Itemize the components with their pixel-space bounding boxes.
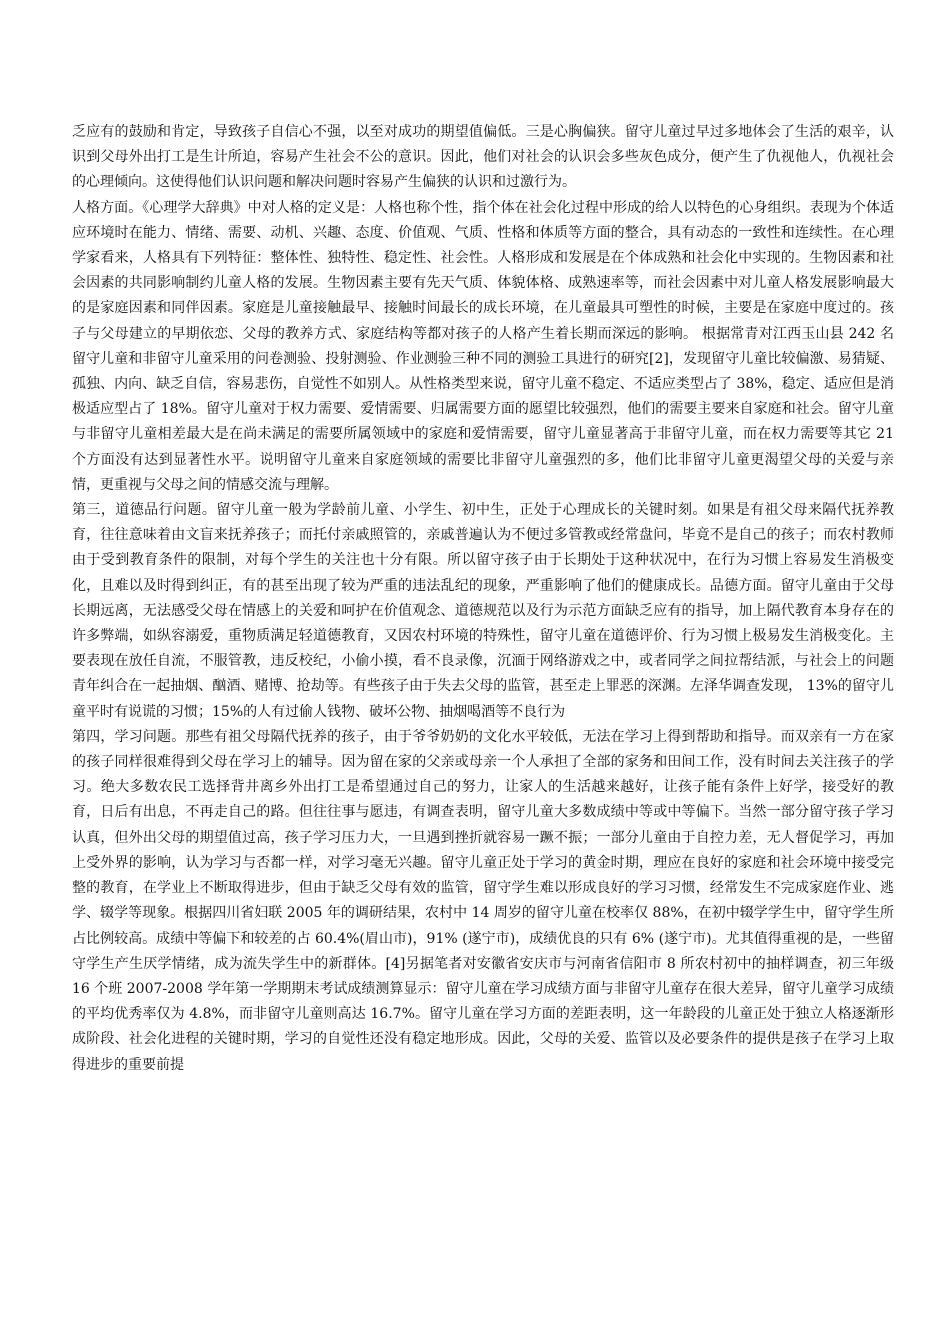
paragraph-learning: 第四，学习问题。那些有祖父母隔代抚养的孩子，由于爷爷奶奶的文化水平较低，无法在学习上得到帮助和指导。而双亲有一方在家的孩子同样很难得到父母在学习上的辅导。因为留在家的父亲或母亲一个人承担了全部的家务和田间工作，没有时间去关注孩子的学习。绝大多数农民工选择背井离乡外出打工是希望通过自己的努力，让家人的生活越来越好，让孩子能有条件上好学，接受好的教育，日后有出息，不再走自己的路。但往往事与愿违，有调查表明，留守儿童大多数成绩中等或中等偏下。当然一部分留守孩子学习认真，但外出父母的期望值过高，孩子学习压力大，一旦遇到挫折就容易一蹶不振；一部分儿童由于自控力差，无人督促学习，再加上受外界的影响，认为学习与否都一样，对学习毫无兴趣。留守儿童正处于学习的黄金时期，理应在良好的家庭和社会环境中接受完整的教育，在学业上不断取得进步，但由于缺乏父母有效的监管，留守学生难以形成良好的学习习惯，经常发生不完成家庭作业、逃学、辍学等现象。根据四川省妇联 2005 年的调研结果，农村中 14 周岁的留守儿童在校率仅 88%，在初中辍学学生中，留守学生所占比例较高。成绩中等偏下和较差的占 60.4%(眉山市)，91% (遂宁市)，成绩优良的只有 6% (遂宁市)。尤其值得重视的是，一些留守学生产生厌学情绪，成为流失学生中的新群体。[4]另据笔者对安徽省安庆市与河南省信阳市 8 所农村初中的抽样调查，初三年级 16 个班 2007-2008 学年第一学期期末考试成绩测算显示：留守儿童在学习成绩方面与非留守儿童存在很大差异，留守儿童学习成绩的平均优秀率仅为 4.8%，而非留守儿童则高达 16.7%。留守儿童在学习方面的差距表明，这一年龄段的儿童正处于独立人格逐渐形成阶段、社会化进程的关键时期，学习的自觉性还没有稳定地形成。因此，父母的关爱、监管以及必要条件的提供是孩子在学习上取得进步的重要前提: [72, 728, 894, 1073]
paragraph-self-confidence: 乏应有的鼓励和肯定，导致孩子自信心不强，以至对成功的期望值偏低。三是心胸偏狭。留守儿童过早过多地体会了生活的艰辛，认识到父母外出打工是生计所迫，容易产生社会不公的意识。因此，他们对社会的认识会多些灰色成分，便产生了仇视他人，仇视社会的心理倾向。这使得他们认识问题和解决问题时容易产生偏狭的认识和过激行为。: [72, 124, 894, 191]
document-body: [72, 120, 894, 1078]
paragraph-moral-conduct: 第三，道德品行问题。留守儿童一般为学龄前儿童、小学生、初中生，正处于心理成长的关键时刻。如果是有祖父母来隔代抚养教育，往往意味着由文盲来抚养孩子；而托付亲戚照管的，亲戚普遍认为不便过多管教或经常盘问，毕竟不是自己的孩子；而农村教师由于受到教育条件的限制，对每个学生的关注也十分有限。所以留守孩子由于长期处于这种状况中，在行为习惯上容易发生消极变化，且难以及时得到纠正，有的甚至出现了较为严重的违法乱纪的现象，严重影响了他们的健康成长。品德方面。留守儿童由于父母长期远离，无法感受父母在情感上的关爱和呵护在价值观念、道德规范以及行为示范方面缺乏应有的指导，加上隔代教育本身存在的许多弊端，如纵容溺爱，重物质满足轻道德教育，又因农村环境的特殊性，留守儿童在道德评价、行为习惯上极易发生消极变化。主要表现在放任自流，不服管教，违反校纪，小偷小摸，看不良录像，沉湎于网络游戏之中，或者同学之间拉帮结派，与社会上的问题青年纠合在一起抽烟、酗酒、赌博、抢劫等。有些孩子由于失去父母的监管，甚至走上罪恶的深渊。左泽华调查发现， 13%的留守儿童平时有说谎的习惯；15%的人有过偷人钱物、破坏公物、抽烟喝酒等不良行为: [72, 502, 894, 720]
paragraph-personality: 人格方面。《心理学大辞典》中对人格的定义是：人格也称个性，指个体在社会化过程中形成的给人以特色的心身组织。表现为个体适应环境时在能力、情绪、需要、动机、兴趣、态度、价值观、气质、性格和体质等方面的整合，具有动态的一致性和连续性。在心理学家看来，人格具有下列特征：整体性、独特性、稳定性、社会性。人格形成和发展是在个体成熟和社会化中实现的。生物因素和社会因素的共同影响制约儿童人格的发展。生物因素主要有先天气质、体貌体格、成熟速率等，而社会因素中对儿童人格发展影响最大的是家庭因素和同伴因素。家庭是儿童接触最早、接触时间最长的成长环境，在儿童最具可塑性的时候，主要是在家庭中度过的。孩子与父母建立的早期依恋、父母的教养方式、家庭结构等都对孩子的人格产生着长期而深远的影响。 根据常青对江西玉山县 242 名留守儿童和非留守儿童采用的问卷测验、投射测验、作业测验三种不同的测验工具进行的研究[2]，发现留守儿童比较偏激、易猜疑、孤独、内向、缺乏自信，容易悲伤，自觉性不如别人。从性格类型来说，留守儿童不稳定、不适应类型占了 38%，稳定、适应但是消极适应型占了 18%。留守儿童对于权力需要、爱情需要、归属需要方面的愿望比较强烈，他们的需要主要来自家庭和社会。留守儿童与非留守儿童相差最大是在尚未满足的需要所属领域中的家庭和爱情需要，留守儿童显著高于非留守儿童，而在权力需要等其它 21 个方面没有达到显著性水平。说明留守儿童来自家庭领域的需要比非留守儿童强烈的多，他们比非留守儿童更渴望父母的关爱与亲情，更重视与父母之间的情感交流与理解。: [72, 199, 894, 493]
